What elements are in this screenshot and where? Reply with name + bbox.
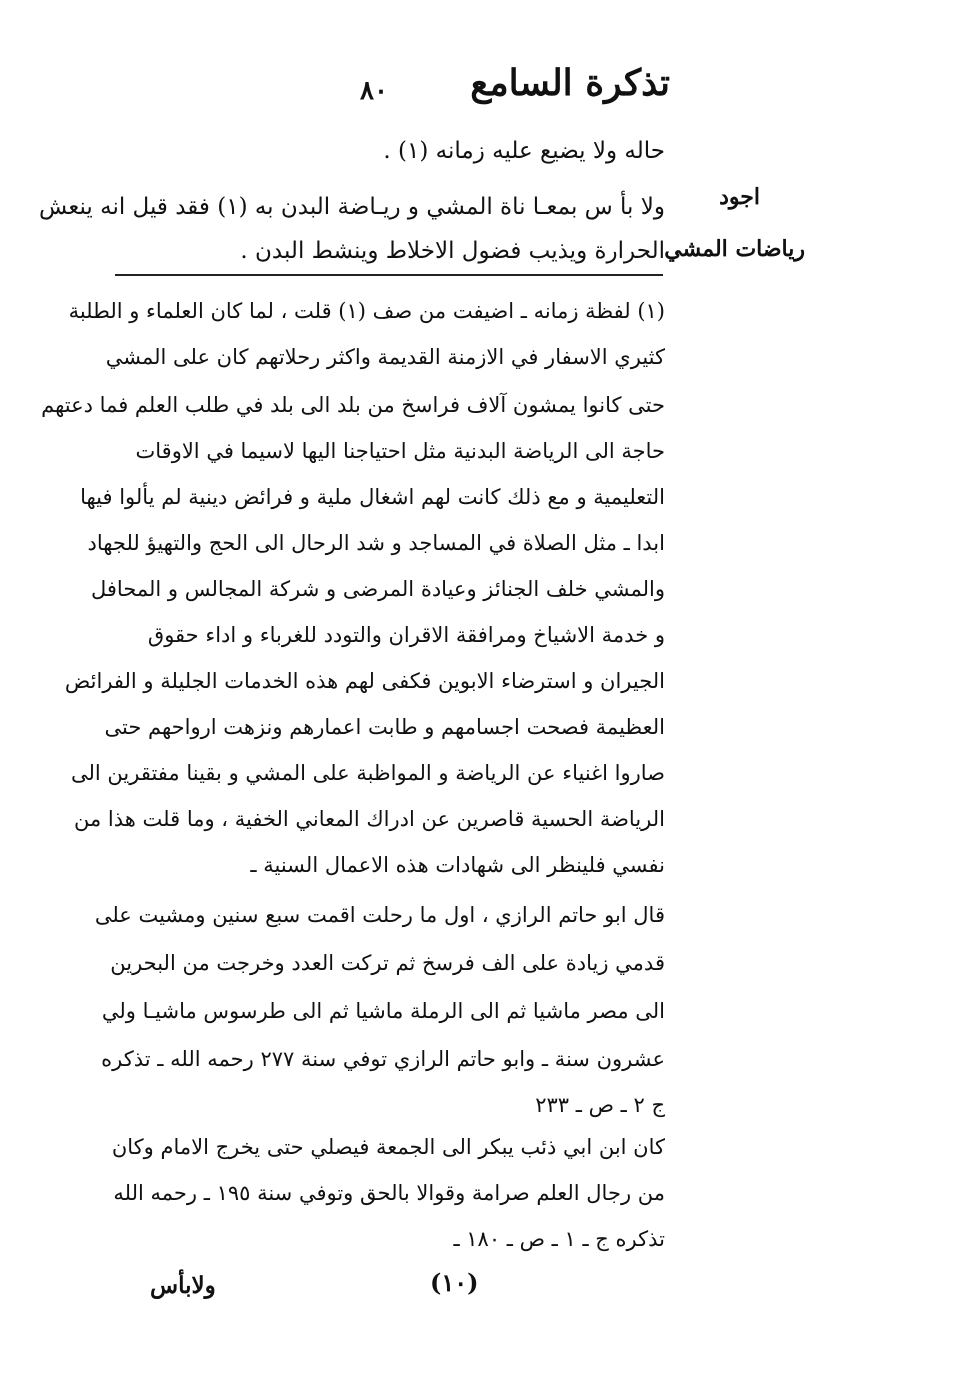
page-header [330, 62, 670, 122]
footnote-line: قدمي زيادة على الف فرسخ ثم تركت العدد وخرجت من البحرين [110, 951, 665, 975]
footnote-line: تذكره ج ـ ١ ـ ص ـ ١٨٠ ـ [453, 1227, 665, 1251]
footnote-line: ابدا ـ مثل الصلاة في المساجد و شد الرحال الى الحج والتهيؤ للجهاد [87, 531, 665, 555]
main-line: حاله ولا يضيع عليه زمانه (١) . [383, 138, 665, 164]
footnote-line: حتى كانوا يمشون آلاف فراسخ من بلد الى بلد في طلب العلم فما دعتهم [41, 393, 665, 417]
header-page-number: ٨٠ [360, 76, 388, 106]
footnote-line: الى مصر ماشيا ثم الى الرملة ماشيا ثم الى طرسوس ماشيـا ولي [101, 999, 665, 1023]
footnote-line: كثيري الاسفار في الازمنة القديمة واكثر رحلاتهم كان على المشي [105, 345, 665, 369]
footnote-line: كان ابن ابي ذئب يبكر الى الجمعة فيصلي حتى يخرج الامام وكان [111, 1135, 665, 1159]
footnote-line: عشرون سنة ـ وابو حاتم الرازي توفي سنة ٢٧٧ رحمه الله ـ تذكره [101, 1047, 665, 1071]
main-line: الحرارة ويذيب فضول الاخلاط وينشط البدن . [240, 238, 665, 264]
footnote-line: (١) لفظة زمانه ـ اضيفت من صف (١) قلت ، لما كان العلماء و الطلبة [68, 299, 665, 323]
footnote-line: التعليمية و مع ذلك كانت لهم اشغال ملية و فرائض دينية لم يألوا فيها [80, 485, 665, 509]
footnote-separator [115, 274, 663, 276]
footnote-line: حاجة الى الرياضة البدنية مثل احتياجنا اليها لاسيما في الاوقات [135, 439, 665, 463]
footnote-line: الرياضة الحسية قاصرين عن ادراك المعاني الخفية ، وما قلت هذا من [74, 807, 665, 831]
footnote-line: قال ابو حاتم الرازي ، اول ما رحلت اقمت سبع سنين ومشيت على [94, 903, 665, 927]
footnote-line: والمشي خلف الجنائز وعيادة المرضى و شركة المجالس و المحافل [90, 577, 665, 601]
footnote-line: العظيمة فصحت اجسامهم و طابت اعمارهم ونزهت ارواحهم حتى [104, 715, 665, 739]
footnote-line: و خدمة الاشياخ ومرافقة الاقران والتودد للغرباء و اداء حقوق [147, 623, 665, 647]
main-line: ولا بأ س بمعـا ناة المشي و ريـاضة البدن به (١) فقد قيل انه ينعش [39, 194, 665, 220]
side-note-label: اجود [719, 184, 760, 210]
footnote-line: الجيران و استرضاء الابوين فكفى لهم هذه الخدمات الجليلة و الفرائض [64, 669, 665, 693]
side-note-label: رياضات المشي [664, 236, 805, 262]
footnote-line: ج ٢ ـ ص ـ ٢٣٣ [535, 1093, 665, 1117]
catchword: ولابأس [150, 1272, 216, 1299]
footer-page-number: (١٠) [430, 1268, 479, 1297]
footnote-line: نفسي فلينظر الى شهادات هذه الاعمال السنية ـ [250, 853, 665, 877]
book-title: تذكرة السامع [470, 62, 670, 104]
footnote-line: صاروا اغنياء عن الرياضة و المواظبة على المشي و بقينا مفتقرين الى [71, 761, 665, 785]
footnote-line: من رجال العلم صرامة وقوالا بالحق وتوفي سنة ١٩٥ ـ رحمه الله [113, 1181, 665, 1205]
